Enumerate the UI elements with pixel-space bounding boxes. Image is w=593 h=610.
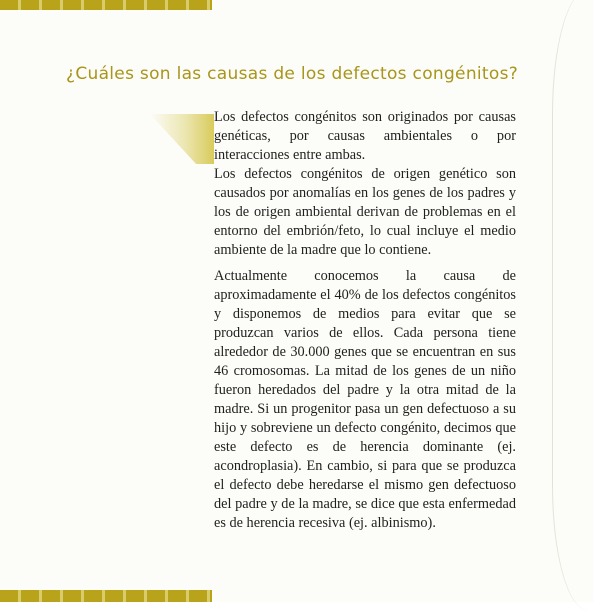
paragraph: Los defectos congénitos de origen genético son causados por anomalías en los genes de los padres y los de origen ambiental derivan de problemas en el entorno del embrión/feto, lo cual incluye el medio ambiente de la madre que lo contiene. xyxy=(214,166,516,258)
section-heading: ¿Cuáles son las causas de los defectos congénitos? xyxy=(66,64,519,84)
paragraph: Los defectos congénitos son originados por causas genéticas, por causas ambientales o por interacciones entre ambas. xyxy=(214,109,516,163)
decorative-band-bottom xyxy=(0,590,212,602)
body-text-details xyxy=(214,267,516,533)
body-text-intro xyxy=(214,108,516,260)
paragraph: Actualmente conocemos la causa de aproximadamente el 40% de los defectos congénitos y disponemos de medios para evitar que se produzcan varios de ellos. Cada persona tiene alrededor de 30.000 genes que se encuentran en sus 46 cromosomas. La mitad de los genes de un niño fueron heredados del padre y la otra mitad de la madre. Si un progenitor pasa un gen defectuoso a su hijo y sobreviene un defecto congénito, decimos que este defecto es de herencia dominante (ej. acondroplasia). En cambio, si para que se produzca el defecto debe heredarse el mismo gen defectuoso del padre y de la madre, se dice que esta enfermedad es de herencia recesiva (ej. albinismo). xyxy=(214,268,516,531)
decorative-gradient-accent xyxy=(150,114,214,164)
decorative-band-top xyxy=(0,0,212,10)
page-curl-edge xyxy=(552,0,593,610)
